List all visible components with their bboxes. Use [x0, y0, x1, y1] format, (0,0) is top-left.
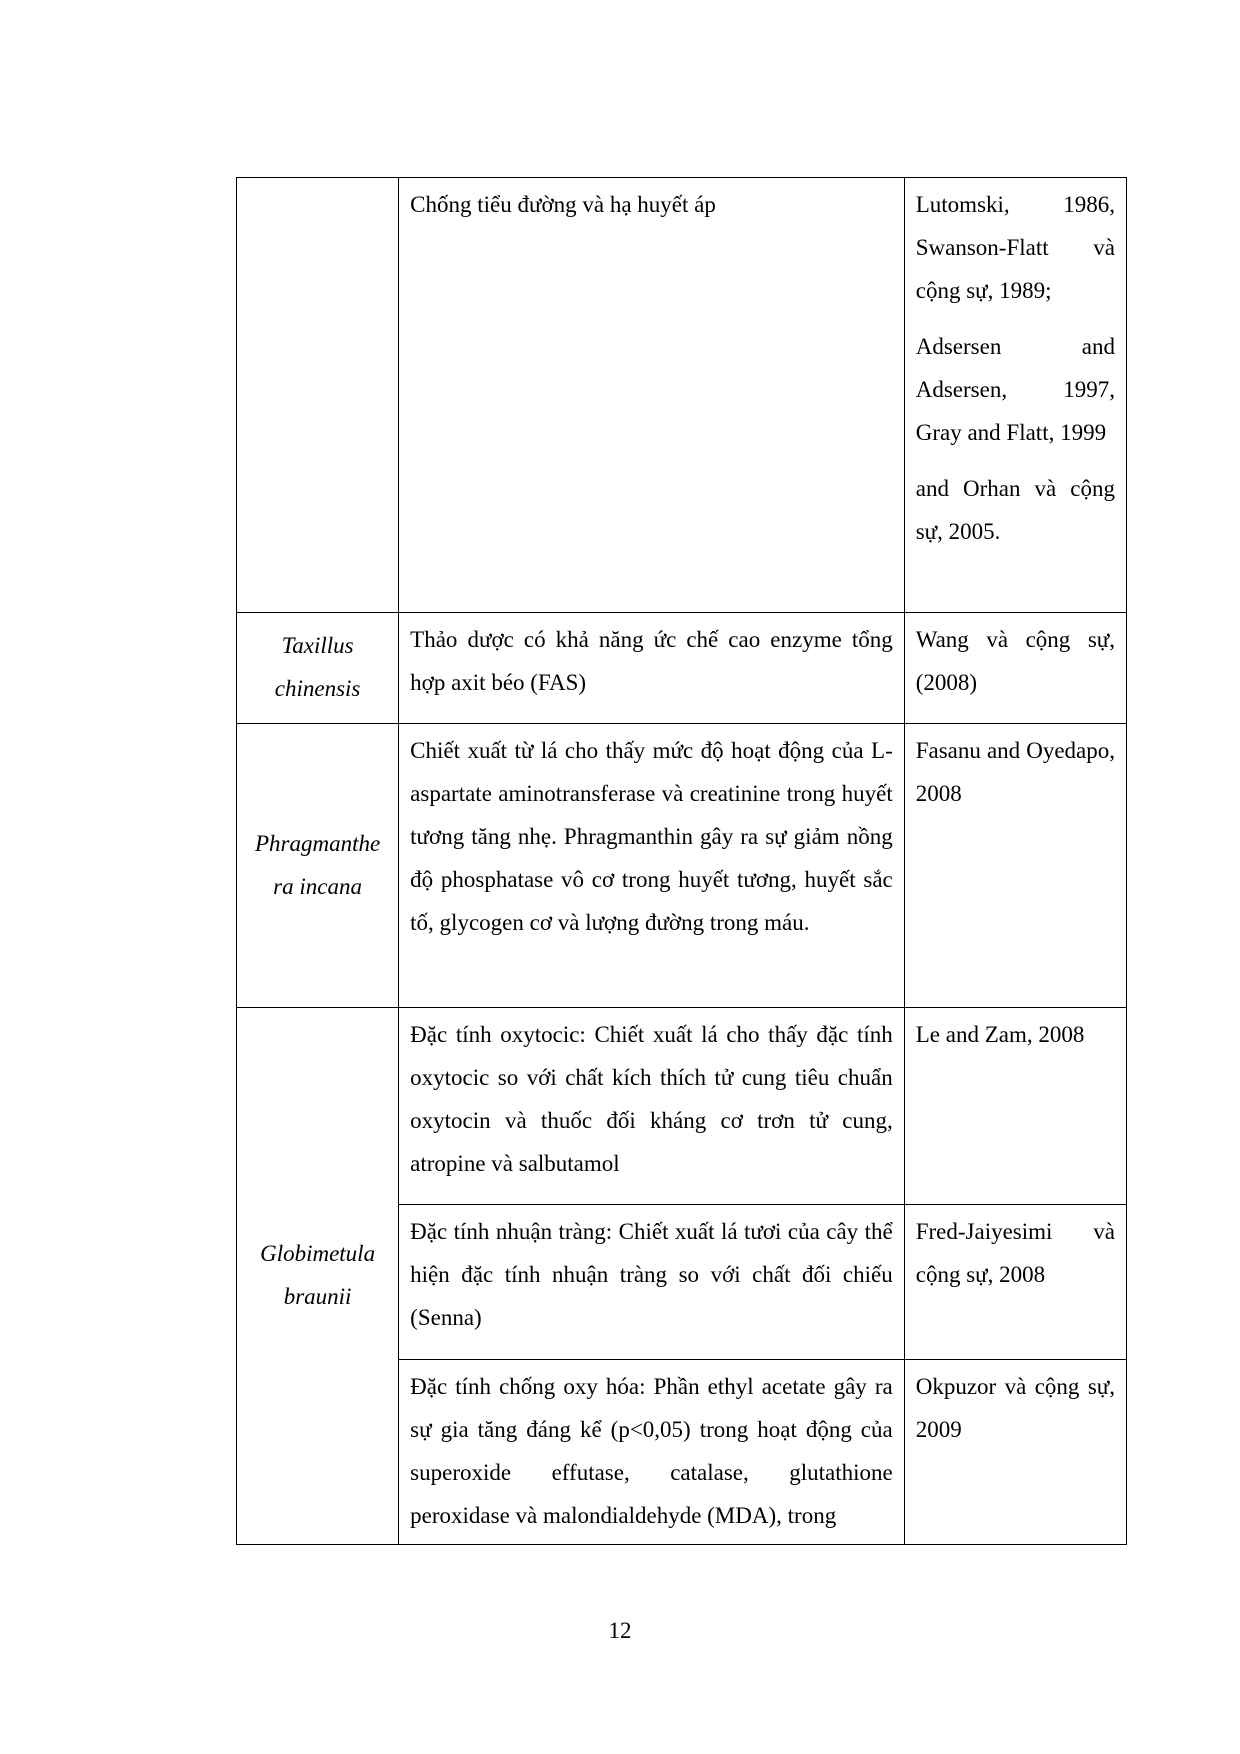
- reference-cell: [904, 1008, 1126, 1205]
- reference-text: Fasanu and Oyedapo, 2008: [915, 738, 1115, 806]
- species-cell: [237, 613, 399, 724]
- reference-text: Adsersen and Adsersen, 1997, Gray and Flatt, 1999: [915, 334, 1115, 445]
- effect-text: Chiết xuất từ lá cho thấy mức độ hoạt động của L-aspartate aminotransferase và creatinine trong huyết tương tăng nhẹ. Phragmanthin gây ra sự giảm nồng độ phosphatase vô cơ trong huyết tương, huyết sắc tố, glycogen cơ và lượng đường trong máu.: [410, 738, 893, 935]
- species-name: Phragmanthe ra incana: [254, 830, 381, 899]
- species-name: Globimetula braunii: [260, 1241, 376, 1309]
- reference-text: Okpuzor và cộng sự, 2009: [915, 1374, 1115, 1442]
- reference-cell: [904, 1205, 1126, 1360]
- species-cell: [237, 724, 399, 1008]
- page-number: 12: [608, 1618, 632, 1643]
- effect-text: Đặc tính oxytocic: Chiết xuất lá cho thấy đặc tính oxytocic so với chất kích thích tử cung tiêu chuẩn oxytocin và thuốc đối kháng cơ trơn tử cung, atropine và salbutamol: [410, 1022, 893, 1176]
- effect-cell: [399, 1205, 905, 1360]
- table-row: [237, 724, 1127, 1008]
- table-row: [237, 613, 1127, 724]
- species-name: Taxillus chinensis: [274, 633, 361, 701]
- reference-text: Fred-Jaiyesimi và cộng sự, 2008: [915, 1219, 1115, 1287]
- effect-cell: [399, 1360, 905, 1545]
- effect-cell: [399, 724, 905, 1008]
- species-cell: [237, 1008, 399, 1545]
- reference-text: and Orhan và cộng sự, 2005.: [915, 476, 1115, 544]
- effect-text: Đặc tính chống oxy hóa: Phần ethyl acetate gây ra sự gia tăng đáng kể (p<0,05) trong hoạt động của superoxide effutase, catalase, glutathione peroxidase và malondialdehyde (MDA), trong: [410, 1374, 893, 1528]
- reference-text: Lutomski, 1986, Swanson-Flatt và cộng sự, 1989;: [915, 192, 1115, 303]
- plant-activity-table: [236, 177, 1127, 1545]
- table-row: [237, 1008, 1127, 1205]
- table-row: [237, 178, 1127, 613]
- reference-text: Wang và cộng sự, (2008): [915, 627, 1115, 695]
- effect-text: Đặc tính nhuận tràng: Chiết xuất lá tươi của cây thể hiện đặc tính nhuận tràng so với chất đối chiếu (Senna): [410, 1219, 893, 1330]
- reference-cell: [904, 1360, 1126, 1545]
- effect-cell: [399, 613, 905, 724]
- reference-text: Le and Zam, 2008: [915, 1022, 1085, 1047]
- effect-text: Thảo dược có khả năng ức chế cao enzyme tổng hợp axit béo (FAS): [410, 627, 893, 695]
- species-cell: [237, 178, 399, 613]
- reference-cell: [904, 178, 1126, 613]
- effect-text: Chống tiểu đường và hạ huyết áp: [410, 192, 716, 217]
- effect-cell: [399, 178, 905, 613]
- reference-cell: [904, 613, 1126, 724]
- effect-cell: [399, 1008, 905, 1205]
- reference-cell: [904, 724, 1126, 1008]
